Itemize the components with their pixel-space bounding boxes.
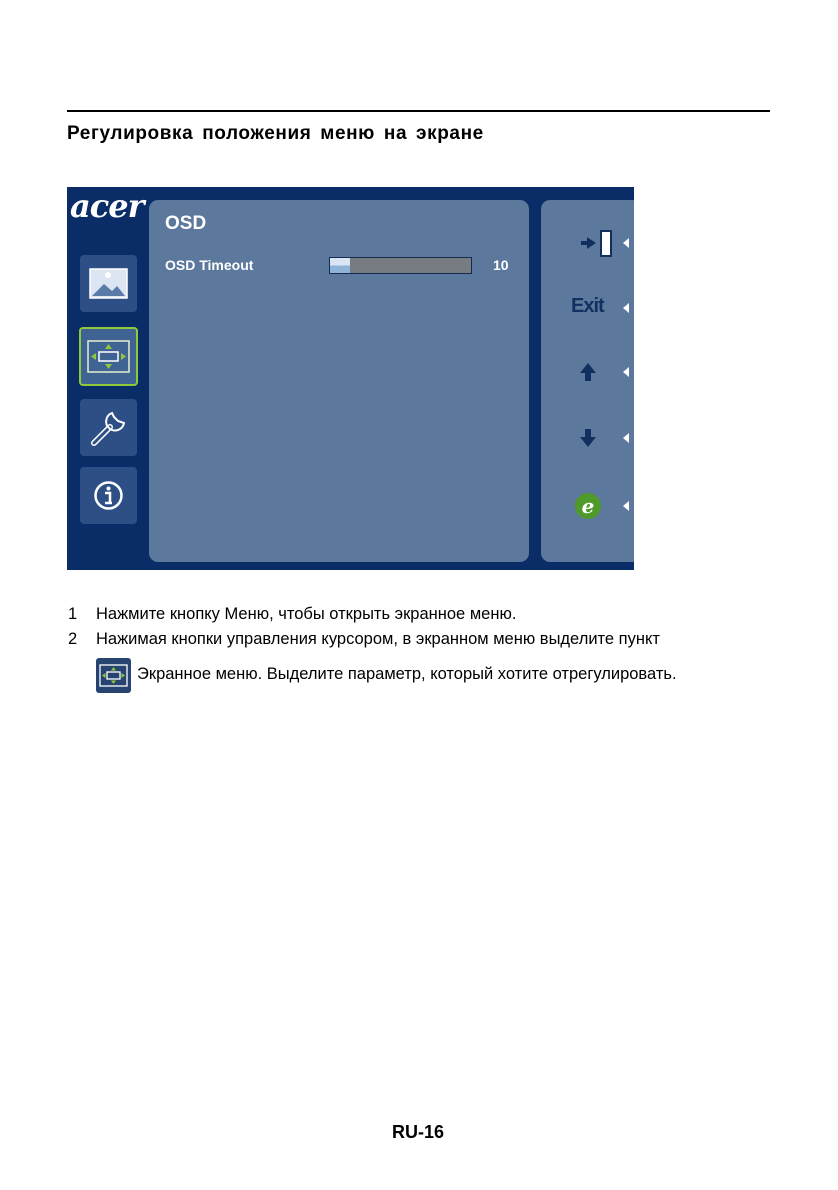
tab-info[interactable] (80, 467, 137, 524)
tab-picture[interactable] (80, 255, 137, 312)
section-heading: Регулировка положения меню на экране (67, 123, 484, 144)
step-2-continuation: Экранное меню. Выделите параметр, который хотите отрегулировать. (137, 665, 677, 683)
step-1-text: Нажмите кнопку Меню, чтобы открыть экранное меню. (96, 605, 517, 623)
osd-menu-inline-icon (96, 658, 131, 693)
caret-icon (623, 367, 629, 377)
osd-position-icon (81, 329, 136, 384)
settings-wrench-icon (80, 399, 137, 456)
osd-position-icon (96, 658, 131, 693)
picture-icon (80, 255, 137, 312)
arrow-down-icon (561, 423, 621, 453)
info-icon (80, 467, 137, 524)
exit-key-label: Exit (571, 295, 604, 317)
page-number: RU-16 (392, 1122, 445, 1142)
tab-settings[interactable] (80, 399, 137, 456)
osd-timeout-slider-fill (330, 258, 350, 273)
tab-osd[interactable] (79, 327, 138, 386)
down-key[interactable] (561, 423, 621, 453)
empowering-key[interactable] (561, 491, 621, 521)
up-key[interactable] (561, 357, 621, 387)
caret-icon (623, 238, 629, 248)
osd-timeout-value: 10 (493, 257, 509, 273)
caret-icon (623, 433, 629, 443)
step-2-text: Нажимая кнопки управления курсором, в экранном меню выделите пункт (96, 630, 660, 648)
step-1-number: 1 (68, 605, 78, 623)
osd-timeout-slider[interactable] (329, 257, 472, 274)
arrow-up-icon (561, 357, 621, 387)
top-rule (67, 110, 770, 112)
osd-main-panel (149, 200, 529, 562)
osd-screenshot (67, 187, 634, 570)
caret-icon (623, 501, 629, 511)
acer-logo: acer (70, 187, 144, 225)
empowering-e-icon (561, 491, 621, 521)
enter-icon (561, 228, 621, 258)
exit-key[interactable] (561, 293, 621, 323)
osd-panel-title: OSD (165, 213, 207, 234)
osd-tab-column (67, 187, 147, 570)
osd-timeout-label: OSD Timeout (165, 257, 254, 273)
caret-icon (623, 303, 629, 313)
enter-key[interactable] (561, 228, 621, 258)
svg-text:e: e (581, 494, 595, 518)
osd-key-panel (541, 200, 634, 562)
step-2-number: 2 (68, 630, 78, 648)
